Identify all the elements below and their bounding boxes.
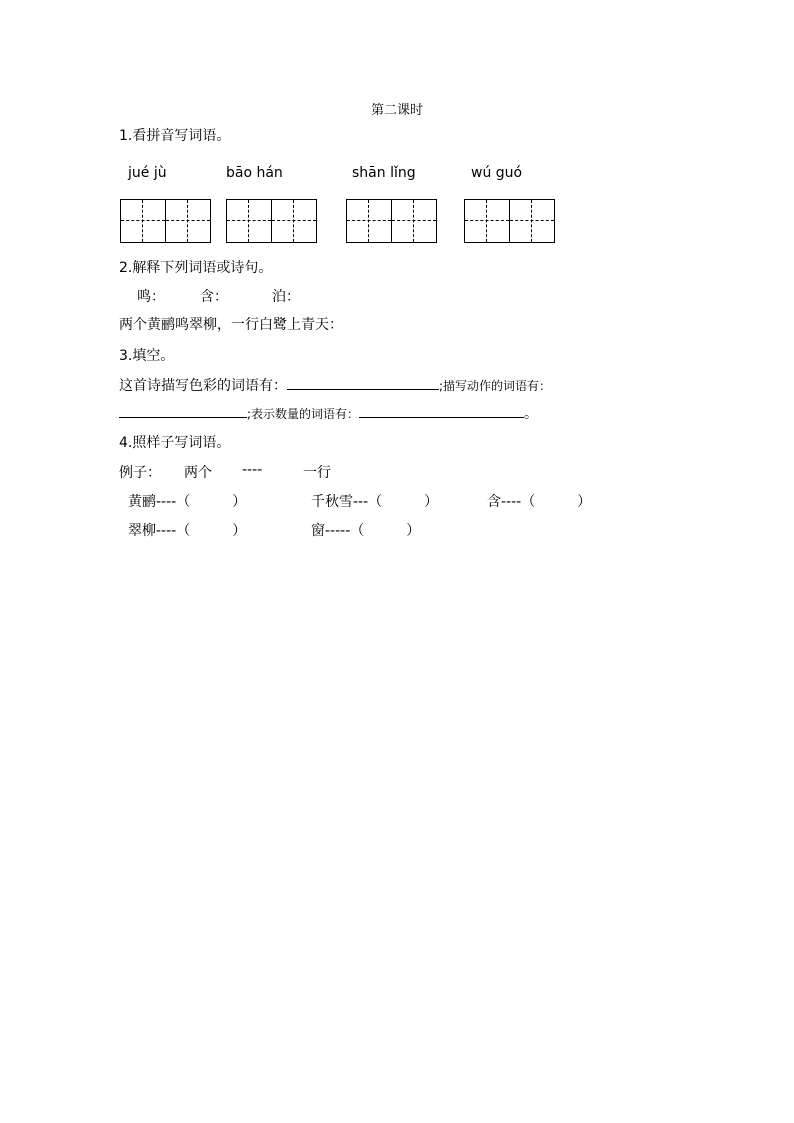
writing-grid-3[interactable]	[346, 199, 437, 243]
grid-cell[interactable]	[347, 200, 392, 242]
writing-grid-2[interactable]	[226, 199, 317, 243]
exercise-item[interactable]: 千秋雪---（ ）	[311, 494, 439, 510]
pinyin-1: jué jù	[128, 165, 167, 181]
example-word-a: 两个	[184, 465, 212, 481]
writing-grid-1[interactable]	[120, 199, 211, 243]
grid-cell[interactable]	[227, 200, 272, 242]
question-2-label: 2.解释下列词语或诗句。	[119, 260, 273, 276]
page-title: 第二课时	[370, 103, 423, 118]
answer-blank-quantity[interactable]	[359, 405, 524, 418]
pinyin-2: bāo hán	[226, 165, 283, 181]
exercise-item[interactable]: 窗-----（ ）	[311, 523, 421, 539]
question-3-label: 3.填空。	[119, 348, 175, 364]
word-bo: 泊：	[272, 289, 300, 305]
fill-prompt-quantity: ;表示数量的词语有：	[247, 407, 360, 421]
grid-cell[interactable]	[510, 200, 554, 242]
fill-prompt-action: ;描写动作的词语有：	[439, 379, 552, 393]
writing-grid-4[interactable]	[464, 199, 555, 243]
grid-cell[interactable]	[121, 200, 166, 242]
poem-line: 两个黄鹂鸣翠柳，一行白鹭上青天：	[119, 317, 343, 333]
grid-cell[interactable]	[272, 200, 316, 242]
question-4-label: 4.照样子写词语。	[119, 435, 231, 451]
fill-line-1	[119, 375, 551, 395]
example-dash: ----	[242, 462, 263, 478]
grid-cell[interactable]	[465, 200, 510, 242]
grid-cell[interactable]	[166, 200, 210, 242]
grid-cell[interactable]	[392, 200, 436, 242]
answer-blank-color[interactable]	[287, 377, 439, 390]
example-label: 例子：	[119, 465, 161, 481]
word-han: 含：	[200, 289, 228, 305]
exercise-item[interactable]: 黄鹂----（ ）	[128, 494, 247, 510]
fill-line-2	[119, 403, 538, 423]
question-1-label: 1.看拼音写词语。	[119, 128, 231, 144]
fill-end: 。	[524, 406, 539, 422]
word-ming: 鸣：	[137, 289, 165, 305]
answer-blank-action[interactable]	[119, 405, 247, 418]
exercise-item[interactable]: 翠柳----（ ）	[128, 523, 247, 539]
pinyin-3: shān lǐng	[352, 165, 416, 181]
exercise-item[interactable]: 含----（ ）	[487, 494, 592, 510]
pinyin-4: wú guó	[471, 165, 523, 181]
fill-prompt-color: 这首诗描写色彩的词语有：	[119, 378, 287, 394]
example-word-b: 一行	[303, 465, 331, 481]
